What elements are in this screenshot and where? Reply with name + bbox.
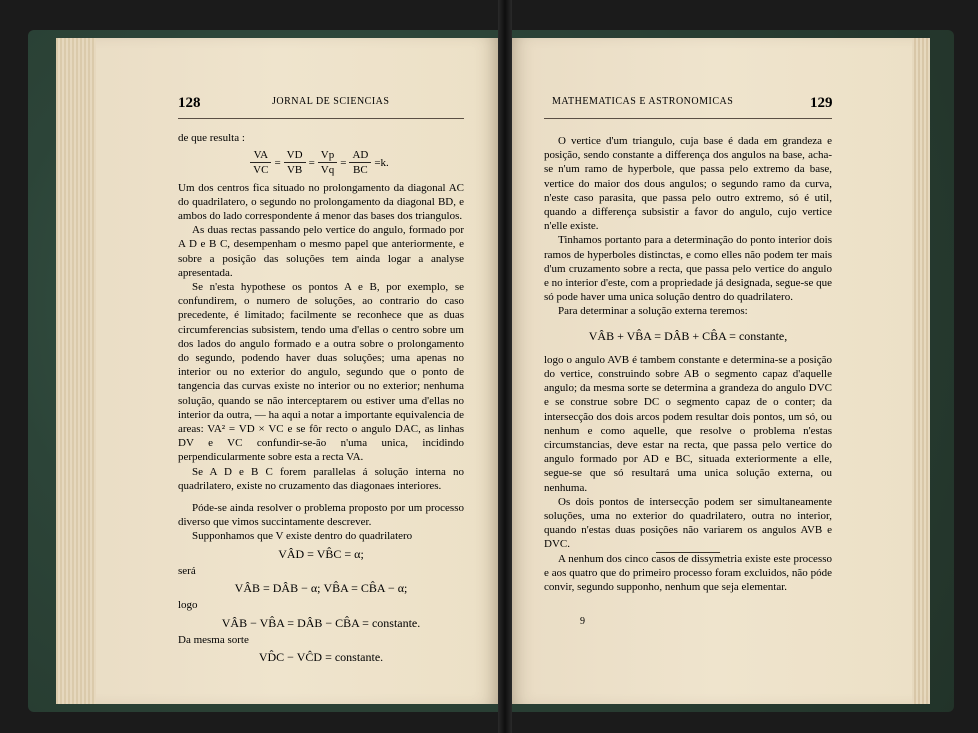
right-running-header: MATHEMATICAS E ASTRONOMICAS: [552, 96, 734, 107]
paragraph: Os dois pontos de intersecção podem ser simultaneamente soluções, uma no exterior do quadrilatero, outra no interior, quando n'estas duas posições não variarem os angulos AVB e DVC.: [544, 495, 832, 551]
equation-2: VÂB = DÂB − α; VB̂A = CB̂A − α;: [234, 581, 408, 596]
fraction-num: AD: [349, 148, 371, 163]
fraction-den: BC: [353, 164, 368, 177]
paragraph: Um dos centros fica situado no prolongamento da diagonal AC do quadrilatero, o segundo no prolongamento da diagonal BD, e ambos do lado correspondente á menor das bases dos triangulos.: [178, 181, 464, 223]
fraction-den: Vq: [320, 164, 335, 177]
equation-3: VÂB − VB̂A = DÂB − CB̂A = constante.: [221, 615, 421, 630]
left-page-body: [178, 131, 464, 667]
equation-4: VD̂C − VĈD = constante.: [258, 649, 384, 664]
right-page-body: [544, 134, 832, 594]
fraction-den: VB: [286, 164, 303, 177]
fraction-table: VA = VD = Vp = AD =k. VC VB Vq BC: [250, 148, 392, 177]
left-header-rule: [178, 118, 464, 119]
da-mesma-text: Da mesma sorte: [178, 633, 249, 646]
fraction-num: VD: [284, 148, 306, 163]
right-page-edges: [912, 38, 930, 704]
fraction-den: VC: [253, 164, 269, 177]
right-page-number: 129: [810, 95, 833, 111]
left-page-number: 128: [178, 95, 201, 111]
paragraph: As duas rectas passando pelo vertice do angulo, formado por A D e B C, desempenham o mesmo papel que anteriormente, e sobre a posição das soluções tem ainda logar a analyse apresentada.: [178, 224, 464, 279]
fraction-equation: [178, 148, 464, 177]
paragraph: A nenhum dos cinco casos de dissymetria existe este processo e aos quatro que do primeiro processo foram excluidos, não póde convir, segundo supponho, nenhum que seja elementar.: [544, 552, 832, 594]
paragraph: Se n'esta hypothese os pontos A e B, por exemplo, se confundirem, o numero de soluções, ao contrario do caso precedente, é limitado; facilmente se reconhece que as duas circumferencias subsistem, tendo uma d'ellas o centro sobre um dos lados do angulo formado e a outra sobre o prolongamento do segundo, podendo haver duas soluções; uma apenas no interior ou no exterior do angulo, segundo que o ponto de tangencia das curvas existe no interior ou no exterior; nenhuma solução, quando se não interceptarem ou estiver uma d'ellas no interior da outra, — ha aqui a notar a importante equivalencia de areas: VA² = VD × VC e se fôr recto o angulo DAC, as linhas DV e VC confundir-se-ão n'uma unica, incidindo perpendicularmente sobre esta a recta VA.: [178, 281, 464, 464]
paragraph: Tinhamos portanto para a determinação do ponto interior dois ramos de hyperboles distinctas, e como elles não podem ter mais d'um cruzamento sobre a recta, que passa pelo vertice do angulo e no interior d'este, com a propriedade já designada, segue-se que só pode haver uma unica solução dentro do quadrilatero.: [544, 234, 832, 304]
book-gutter: [498, 0, 512, 733]
logo-text: logo: [178, 599, 198, 612]
sera-text: será: [178, 564, 196, 577]
equation-external: VÂB + VB̂A = DÂB + CB̂A = constante,: [588, 328, 788, 343]
paragraph: logo o angulo AVB é tambem constante e determina-se a posição do vertice, construindo sobre AB o segmento capaz d'aquelle angulo; da mesma sorte se determina a grandeza do angulo DVC e se construe sobre DC o segmento capaz de o conter; da intersecção dos dois arcos podem resultar dois pontos, um só, ou nenhum e como aquelle, que resolve o problema n'estas circumstancias, deve estar na recta, que passa pelo vertice do angulo formado por AD e BC, situada exteriormente a elle, segue-se que só resultará uma unica solução externa, ou nenhuma.: [544, 353, 832, 494]
right-header-rule: [544, 118, 832, 119]
equation-1: VÂD = VB̂C = α;: [278, 546, 364, 561]
left-running-header: JORNAL DE SCIENCIAS: [272, 96, 390, 107]
fraction-num: Vp: [318, 148, 337, 163]
fraction-tail: =k.: [374, 156, 389, 169]
paragraph: Se A D e B C forem parallelas á solução interna no quadrilatero, existe no cruzamento das diagonaes interiores.: [178, 465, 464, 492]
left-page-edges: [56, 38, 96, 704]
signature-mark: 9: [580, 616, 585, 627]
paragraph: Supponhamos que V existe dentro do quadrilatero: [192, 530, 413, 543]
section-end-rule: [656, 552, 720, 553]
paragraph: Póde-se ainda resolver o problema proposto por um processo diverso que vimos succintamente descrever.: [178, 502, 464, 529]
fraction-num: VA: [250, 148, 271, 163]
paragraph: O vertice d'um triangulo, cuja base é dada em grandeza e posição, sendo constante a differença dos angulos na base, acha-se n'um ramo de hyperbole, que passa pelo extremo da base, vertice do maior dos dous angulos; o segundo ramo da curva, n'este caso parasita, que passa pelo outro extremo, só é util, quando a differença subsistir a favor do angulo, cujo vertice n'elle existe.: [544, 135, 832, 233]
lead-text: de que resulta :: [178, 132, 245, 144]
paragraph: Para determinar a solução externa teremos:: [558, 305, 748, 318]
